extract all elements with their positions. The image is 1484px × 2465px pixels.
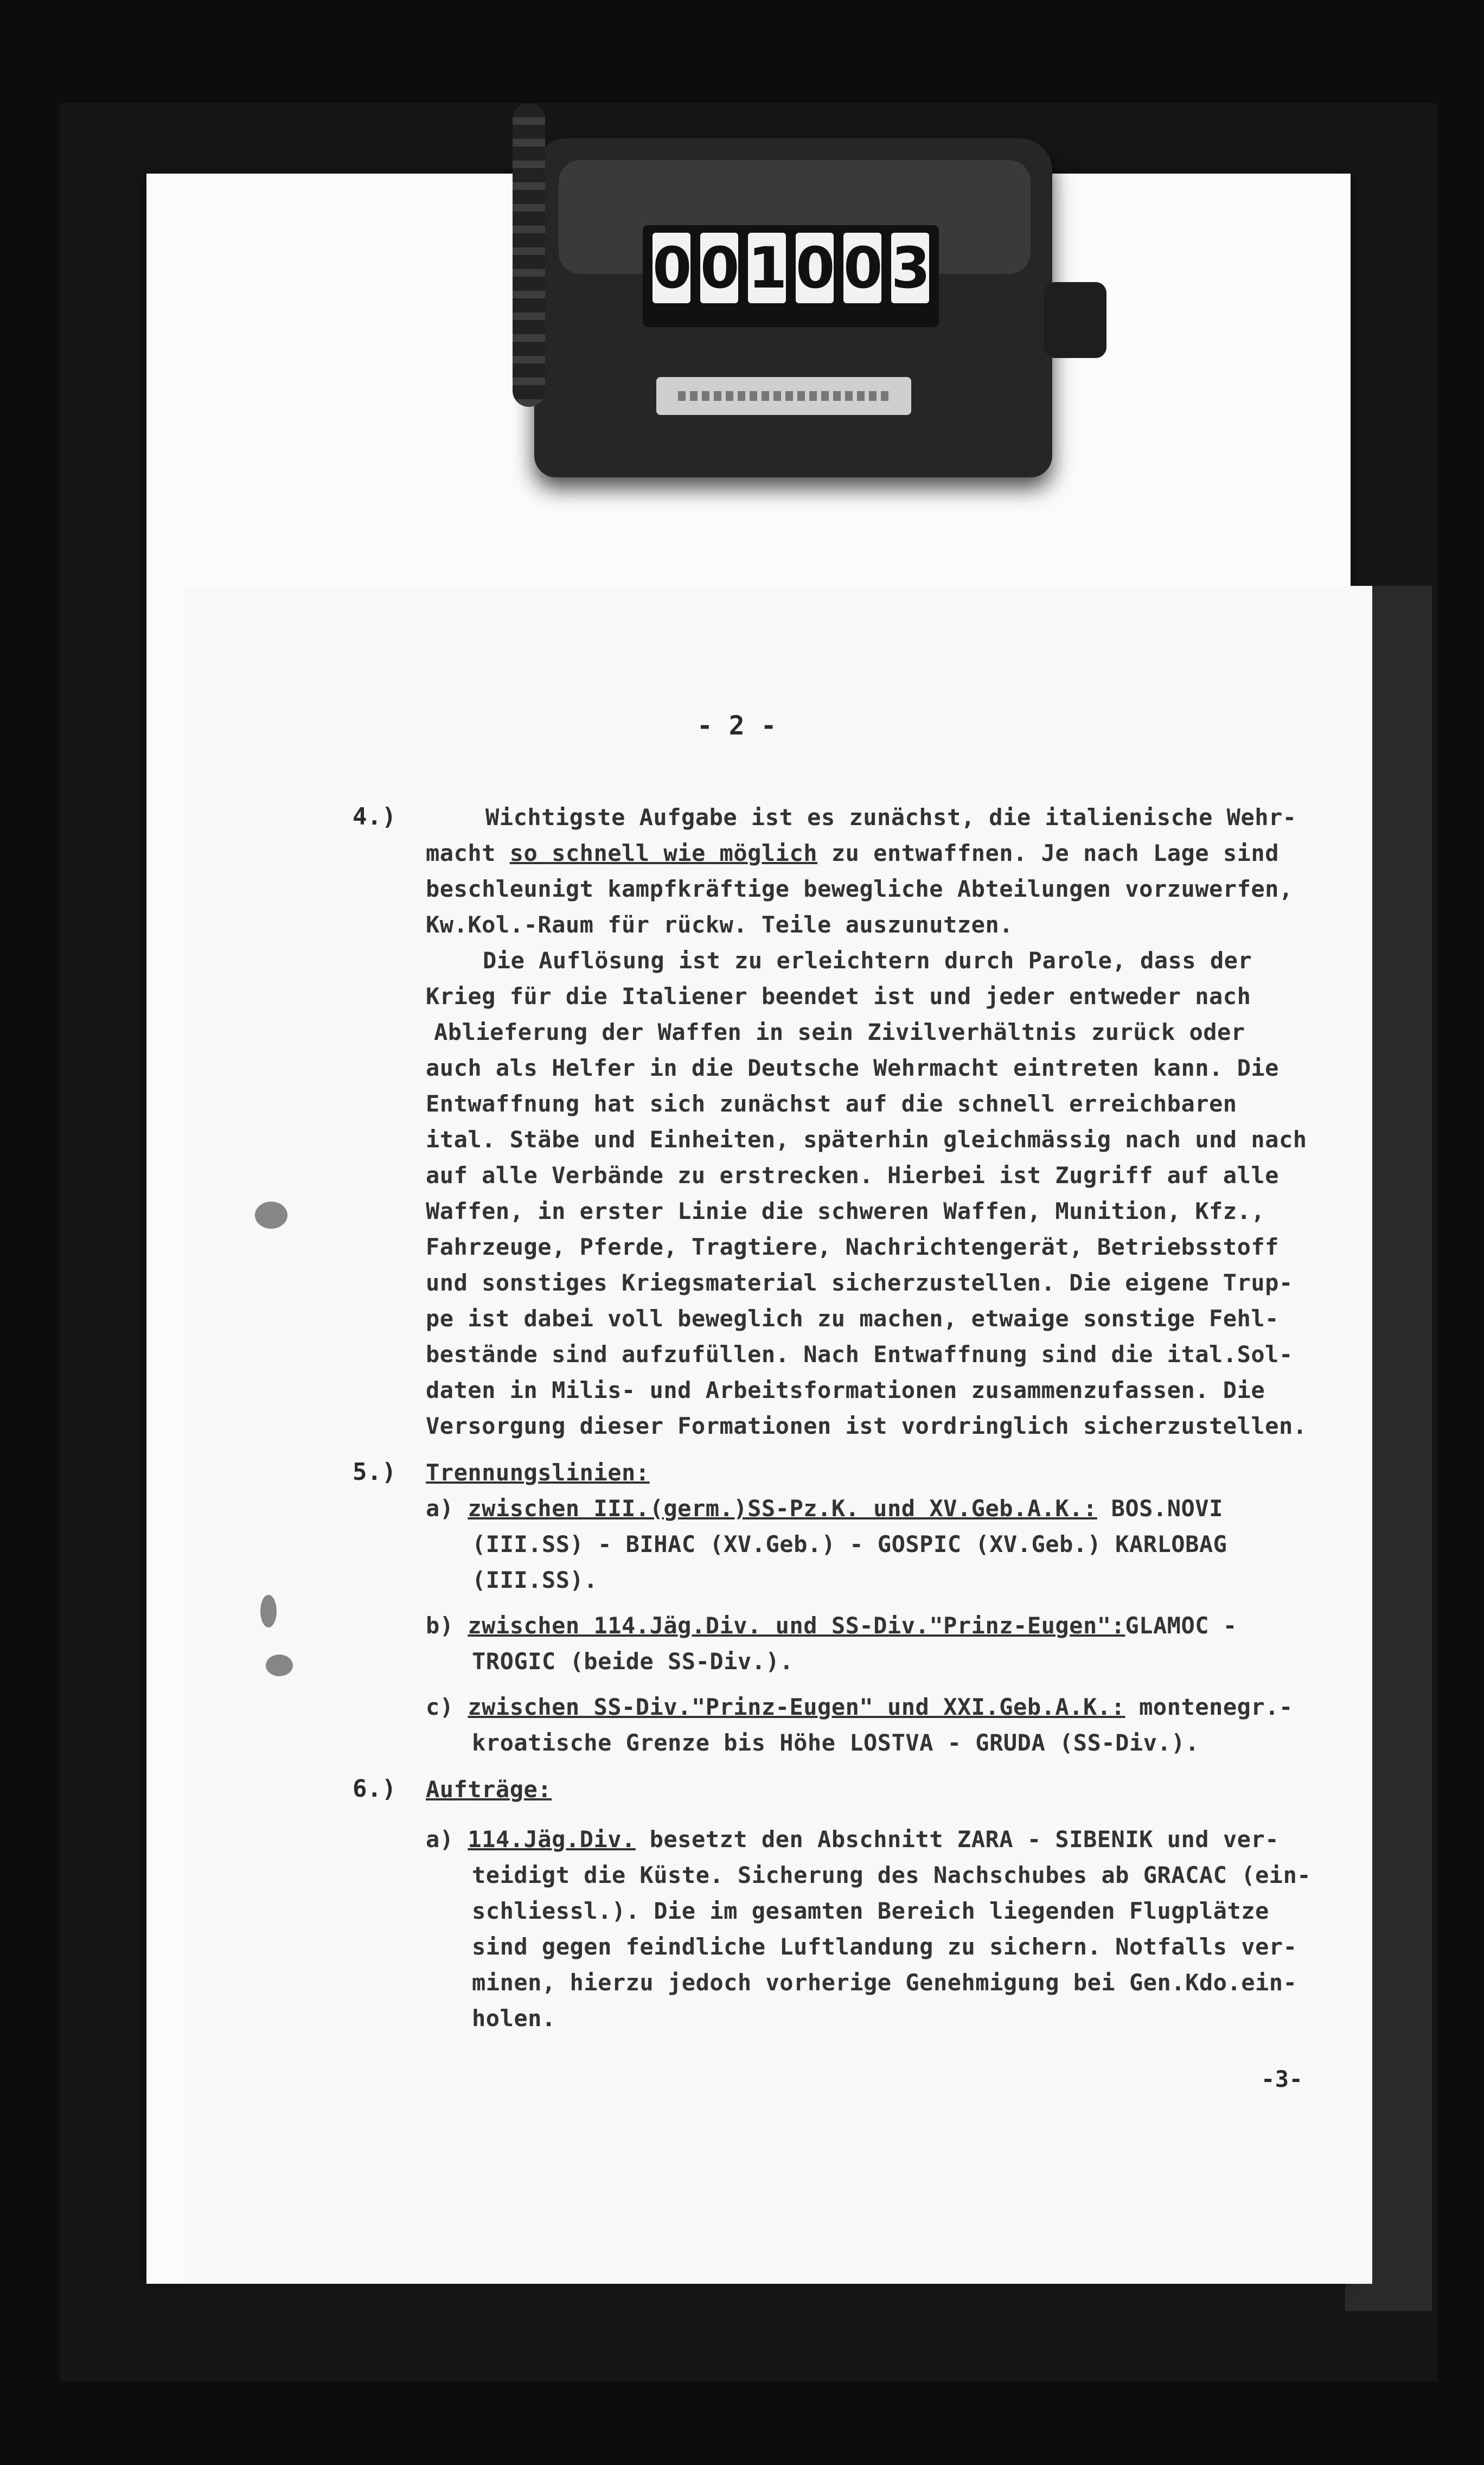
text-line: Die Auflösung ist zu erleichtern durch Parole, dass der xyxy=(483,947,1252,974)
section-4-number: 4.) xyxy=(353,803,396,831)
text-line: auch als Helfer in die Deutsche Wehrmacht eintreten kann. Die xyxy=(426,1055,1279,1081)
text-line: Ablieferung der Waffen in sein Zivilverhältnis zurück oder xyxy=(434,1019,1245,1045)
text-line: Krieg für die Italiener beendet ist und jeder entweder nach xyxy=(426,983,1251,1010)
text-line: (III.SS). xyxy=(472,1567,598,1593)
page-number: - 2 - xyxy=(697,711,777,741)
text-line: Kw.Kol.-Raum für rückw. Teile auszunutzen. xyxy=(426,911,1014,938)
text-fragment: zu entwaffnen. Je nach Lage sind xyxy=(831,840,1279,866)
counter-digit: 0 xyxy=(843,233,881,303)
counter-digit: 0 xyxy=(796,233,834,303)
text-line: pe ist dabei voll beweglich zu machen, etwaige sonstige Fehl- xyxy=(426,1305,1279,1332)
counter-digit: 3 xyxy=(891,233,929,303)
text-line: auf alle Verbände zu erstrecken. Hierbei ist Zugriff auf alle xyxy=(426,1162,1279,1189)
text-line: Wichtigste Aufgabe ist es zunächst, die italienische Wehr- xyxy=(485,804,1297,831)
text-line: Fahrzeuge, Pferde, Tragtiere, Nachrichtengerät, Betriebsstoff xyxy=(426,1234,1279,1260)
section-6-number: 6.) xyxy=(353,1775,396,1803)
section-6-heading: Aufträge: xyxy=(426,1776,552,1803)
text-line: sind gegen feindliche Luftlandung zu sichern. Notfalls ver- xyxy=(472,1933,1297,1960)
text-line: schliessl.). Die im gesamten Bereich liegenden Flugplätze xyxy=(472,1898,1269,1924)
counter-digit: 1 xyxy=(748,233,786,303)
underlined-phrase: 114.Jäg.Div. xyxy=(468,1826,636,1853)
text-line: Entwaffnung hat sich zunächst auf die schnell erreichbaren xyxy=(426,1090,1237,1117)
text-line: minen, hierzu jedoch vorherige Genehmigung bei Gen.Kdo.ein- xyxy=(472,1969,1297,1996)
underlined-phrase: zwischen SS-Div."Prinz-Eugen" und XXI.Geb.A.K.: xyxy=(468,1694,1125,1720)
section-5-heading: Trennungslinien: xyxy=(426,1459,650,1486)
text-line: und sonstiges Kriegsmaterial sicherzustellen. Die eigene Trup- xyxy=(426,1269,1293,1296)
text-line xyxy=(426,1495,1223,1522)
counter-digit: 0 xyxy=(653,233,690,303)
text-fragment: macht xyxy=(426,840,496,866)
text-fragment: montenegr.- xyxy=(1139,1694,1293,1720)
text-fragment: BOS.NOVI xyxy=(1111,1495,1223,1522)
item-label: c) xyxy=(426,1694,454,1720)
text-line: beschleunigt kampfkräftige bewegliche Abteilungen vorzuwerfen, xyxy=(426,876,1293,902)
section-5-number: 5.) xyxy=(353,1458,396,1486)
text-line: bestände sind aufzufüllen. Nach Entwaffnung sind die ital.Sol- xyxy=(426,1341,1293,1368)
text-line: TROGIC (beide SS-Div.). xyxy=(472,1648,794,1675)
underlined-phrase: zwischen 114.Jäg.Div. und SS-Div."Prinz-Eugen": xyxy=(468,1612,1125,1639)
text-line xyxy=(426,1612,1237,1639)
text-line: daten in Milis- und Arbeitsformationen zusammenzufassen. Die xyxy=(426,1377,1265,1403)
text-line: kroatische Grenze bis Höhe LOSTVA - GRUDA (SS-Div.). xyxy=(472,1729,1199,1756)
text-line: holen. xyxy=(472,2005,556,2032)
text-line xyxy=(426,1826,1279,1853)
underlined-phrase: zwischen III.(germ.)SS-Pz.K. und XV.Geb.A.K.: xyxy=(468,1495,1097,1522)
item-label: a) xyxy=(426,1826,454,1853)
text-fragment: GLAMOC - xyxy=(1125,1612,1237,1639)
text-line xyxy=(426,840,1279,866)
text-line: Waffen, in erster Linie die schweren Waffen, Munition, Kfz., xyxy=(426,1198,1265,1224)
next-page-marker: -3- xyxy=(1261,2066,1303,2092)
text-line: (III.SS) - BIHAC (XV.Geb.) - GOSPIC (XV.Geb.) KARLOBAG xyxy=(472,1531,1227,1557)
text-fragment: besetzt den Abschnitt ZARA - SIBENIK und ver- xyxy=(649,1826,1279,1853)
text-line: Versorgung dieser Formationen ist vordringlich sicherzustellen. xyxy=(426,1413,1307,1439)
text-line: ital. Stäbe und Einheiten, späterhin gleichmässig nach und nach xyxy=(426,1126,1307,1153)
underlined-phrase: so schnell wie möglich xyxy=(509,840,818,866)
counter-digit: 0 xyxy=(700,233,738,303)
text-line: teidigt die Küste. Sicherung des Nachschubes ab GRACAC (ein- xyxy=(472,1862,1312,1888)
text-line xyxy=(426,1694,1293,1720)
item-label: a) xyxy=(426,1495,454,1522)
item-label: b) xyxy=(426,1612,454,1639)
